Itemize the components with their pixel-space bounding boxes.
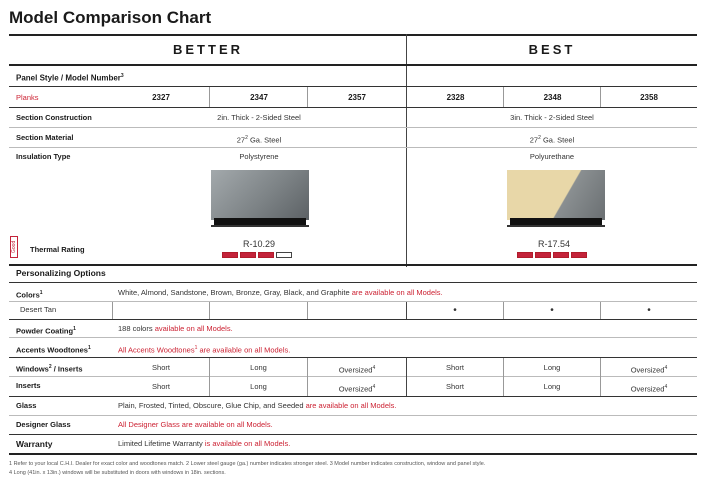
designer-rule: [9, 434, 697, 435]
inserts-option: Short: [446, 382, 464, 391]
windows-option: Oversized$^4$: [630, 365, 668, 375]
material-better: $27^2$ Ga. Steel: [236, 135, 282, 145]
panel-style-heading: Panel Style / Model Number$^3$: [16, 73, 124, 83]
model-col-divider: [600, 87, 601, 107]
inserts-option: Long: [543, 382, 561, 391]
inserts-option: Long: [250, 382, 267, 391]
material-best: $27^2$ Ga. Steel: [529, 135, 575, 145]
windows-option: Long: [250, 363, 267, 372]
accents-text: All Accents Woodtones$^1$ are available on all Models.: [118, 345, 291, 355]
windows-rule: [9, 376, 697, 377]
options-col-divider: [600, 358, 601, 396]
warranty-text: Limited Lifetime Warranty is available on all Models.: [118, 439, 291, 448]
desert-tan-mark: •: [550, 305, 554, 316]
options-col-divider: [406, 358, 407, 396]
colors-text: White, Almond, Sandstone, Brown, Bronze, Gray, Black, and Graphite are available on all Models.: [118, 288, 443, 297]
rating-segment: [240, 252, 256, 258]
rating-segment: [553, 252, 569, 258]
options-col-divider: [209, 358, 210, 396]
desert-tan-mark: •: [453, 305, 457, 316]
model-rule: [9, 107, 697, 108]
windows-option: Oversized$^4$: [338, 365, 376, 375]
polyurethane-panel-image: [507, 170, 605, 230]
footnote-line-2: 4 Long (41in. x 13in.) windows will be substituted in doors with windows in 18in. sections.: [9, 470, 226, 476]
good-badge: Good: [10, 236, 18, 258]
material-label: Section Material: [16, 133, 74, 142]
polystyrene-panel-image: [211, 170, 309, 230]
designer-glass-label: Designer Glass: [16, 420, 71, 429]
options-col-divider: [503, 358, 504, 396]
desert-col-divider: [209, 302, 210, 319]
rating-segment: [535, 252, 551, 258]
top-rule: [9, 34, 697, 36]
page-title: Model Comparison Chart: [9, 8, 212, 27]
windows-option: Short: [446, 363, 464, 372]
desert-col-divider: [307, 302, 308, 319]
rating-segment: [571, 252, 587, 258]
panel-heading-rule: [9, 86, 697, 87]
designer-glass-text: All Designer Glass are available on all Models.: [118, 420, 273, 429]
glass-label: Glass: [16, 401, 37, 410]
rating-segment: [222, 252, 238, 258]
insulation-label: Insulation Type: [16, 152, 71, 161]
accents-label: Accents Woodtones$^1$: [16, 345, 91, 355]
desert-rule: [9, 319, 697, 320]
glass-text: Plain, Frosted, Tinted, Obscure, Glue Chip, and Seeded are available on all Models.: [118, 401, 397, 410]
bottom-rule: [9, 453, 697, 455]
thermal-rule: [9, 264, 697, 266]
inserts-option: Oversized$^4$: [338, 384, 376, 394]
tier-divider: [406, 34, 407, 267]
inserts-option: Short: [152, 382, 170, 391]
model-2358: 2358: [640, 93, 658, 102]
desert-col-divider: [112, 302, 113, 319]
tier-best: BEST: [528, 42, 576, 57]
thermal-best-value: R-17.54: [537, 239, 571, 249]
accents-rule: [9, 357, 697, 358]
model-col-divider: [503, 87, 504, 107]
windows-option: Long: [543, 363, 561, 372]
insulation-better: Polystyrene: [239, 152, 279, 161]
windows-option: Short: [152, 363, 170, 372]
glass-rule: [9, 415, 697, 416]
planks-label: Planks: [16, 93, 39, 102]
thermal-best-bar: [517, 252, 587, 258]
powder-text: 188 colors available on all Models.: [118, 324, 233, 333]
powder-rule: [9, 337, 697, 338]
inserts-rule: [9, 396, 697, 397]
tier-rule: [9, 64, 697, 66]
model-2357: 2357: [348, 93, 366, 102]
model-2328: 2328: [446, 93, 465, 102]
rating-segment: [258, 252, 274, 258]
thermal-better-value: R-10.29: [242, 239, 276, 249]
construction-best: 3in. Thick - 2-Sided Steel: [510, 113, 594, 122]
construction-rule: [9, 127, 697, 128]
footnote-line-1: 1 Refer to your local C.H.I. Dealer for exact color and woodtones match. 2 Lower steel gauge (ga.) number indicates stronger steel. 3 Model number indicates construction, window and panel style.: [9, 461, 486, 467]
model-2327: 2327: [152, 93, 170, 102]
model-2347: 2347: [250, 93, 268, 102]
desert-tan-label: Desert Tan: [20, 305, 57, 314]
personalizing-rule: [9, 282, 697, 283]
colors-label: Colors$^1$: [16, 290, 43, 300]
construction-label: Section Construction: [16, 113, 92, 122]
desert-tan-mark: •: [647, 305, 651, 316]
powder-label: Powder Coating$^1$: [16, 326, 76, 336]
model-col-divider: [307, 87, 308, 107]
windows-label: Windows$^2$ / Inserts: [16, 364, 83, 374]
model-col-divider: [209, 87, 210, 107]
tier-better: BETTER: [173, 42, 243, 57]
rating-segment: [276, 252, 292, 258]
model-2348: 2348: [543, 93, 562, 102]
thermal-better-bar: [222, 252, 292, 258]
options-col-divider: [307, 358, 308, 396]
inserts-label: Inserts: [16, 381, 41, 390]
personalizing-heading: Personalizing Options: [16, 268, 106, 278]
construction-better: 2in. Thick - 2-Sided Steel: [217, 113, 301, 122]
rating-segment: [517, 252, 533, 258]
material-rule: [9, 147, 697, 148]
warranty-label: Warranty: [16, 439, 53, 449]
thermal-label: Thermal Rating: [30, 245, 85, 254]
inserts-option: Oversized$^4$: [630, 384, 668, 394]
insulation-best: Polyurethane: [529, 152, 575, 161]
